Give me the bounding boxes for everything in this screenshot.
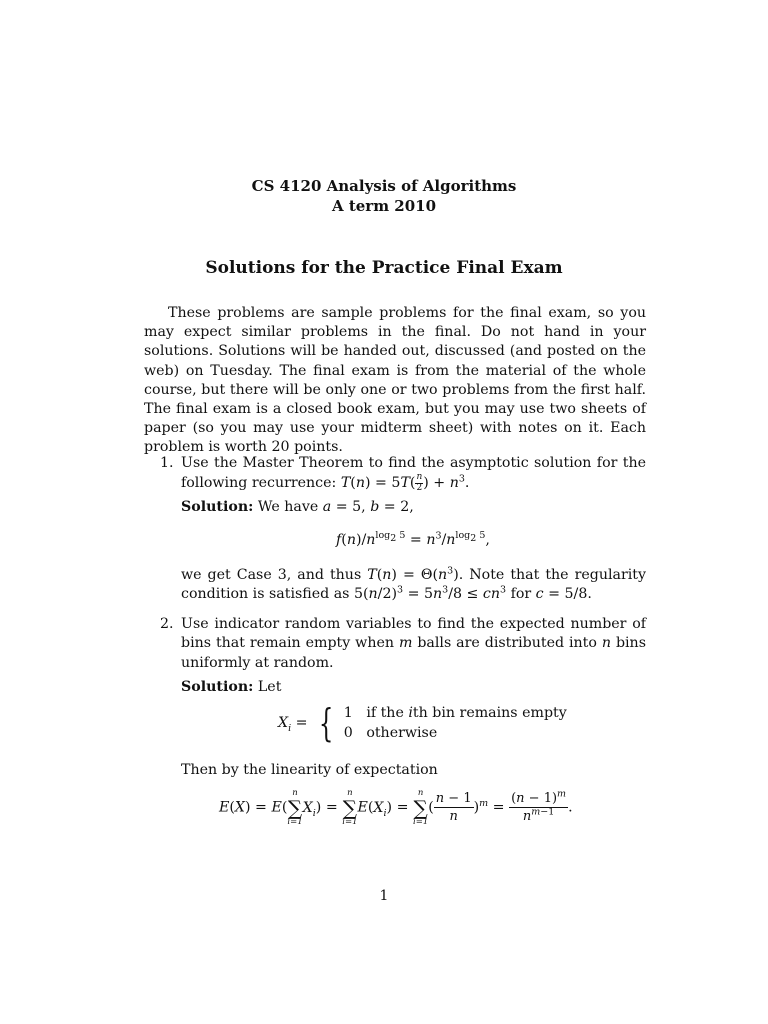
problem-statement [181, 454, 646, 494]
indicator-case-2: 0 otherwise [343, 725, 438, 741]
statement-text-a: Use indicator random variables to find the expected number of bins that remain empty when [181, 616, 646, 652]
equation-ratio: $f(n)/n^{log_2 5} = n^3/n^{log_2 5}$, [336, 530, 490, 548]
conclusion-text-b: . Note that the regularity condition is satisfied as [181, 567, 647, 603]
recurrence-formula: T(n) = 5T( $\frac{n}{2}$ ) + $n^3$. [340, 472, 470, 494]
parameters-formula: a = 5, b = 2, [322, 498, 414, 515]
problem-number: 1. [160, 455, 174, 471]
statement-text: Use the Master Theorem to find the asymptotic solution for the following recurrence: [181, 455, 646, 492]
solution-line [181, 678, 646, 697]
regularity-formula: $5(n/2)^3 = 5n^3/8 \le cn^3$ [353, 584, 507, 603]
course-name: CS 4120 Analysis of Algorithms [251, 177, 517, 195]
course-header [0, 176, 768, 216]
conclusion-text-a: we get Case 3, and thus [181, 567, 362, 583]
problem-statement: Use indicator random variables to find the expected number of bins that remain empty when m balls are distributed into n bins uniformly at random. [181, 616, 646, 671]
expectation-equation: E(X) = E( n ∑ i=1 $X_i$) = n ∑ i=1 $E(X_i)$ = n ∑ i=1 ( $\frac{n - 1}{n}$ )$^m$ = $\frac{(n - 1)^m}{n^{m-1}}$ . [219, 788, 573, 827]
linearity-text: Then by the linearity of expectation [181, 762, 438, 778]
case1-tail: th bin remains empty [412, 705, 567, 721]
indicator-case-1: 1 if the ith bin remains empty [343, 705, 567, 721]
solution-label: Solution: [181, 498, 254, 515]
indicator-definition: $X_i$ = { 1 if the ith bin remains empty 0 otherwise [278, 701, 567, 745]
statement-text-c: bins uniformly at random. [181, 635, 646, 671]
document-title: Solutions for the Practice Final Exam [205, 258, 563, 278]
case1-text: if the [366, 705, 404, 721]
solution-label: Solution: [181, 678, 254, 695]
solution-text: Let [257, 678, 282, 695]
intro-paragraph: These problems are sample problems for the final exam, so you may expect similar problems in the final. Do not hand in your solutions. Solutions will be handed out, discussed (and posted on the web) on Tuesday. The final exam is from the material of the whole course, but there will be only one or two problems from the first half. The final exam is a closed book exam, but you may use two sheets of paper (so you may use your midterm sheet) with notes on it. Each problem is worth 20 points. [144, 305, 646, 456]
page-number: 1 [379, 888, 389, 904]
course-term: A term 2010 [331, 197, 437, 215]
case2-text: otherwise [366, 725, 438, 741]
constant-formula: c = 5/8. [535, 586, 592, 603]
solution-text: We have [257, 498, 319, 515]
problem-number: 2. [160, 616, 174, 632]
statement-text-b: balls are distributed into [417, 635, 597, 652]
solution-line [181, 498, 646, 517]
theta-formula: $T(n) = \Theta(n^3)$ [367, 565, 459, 583]
conclusion-text-c: for [510, 586, 532, 603]
